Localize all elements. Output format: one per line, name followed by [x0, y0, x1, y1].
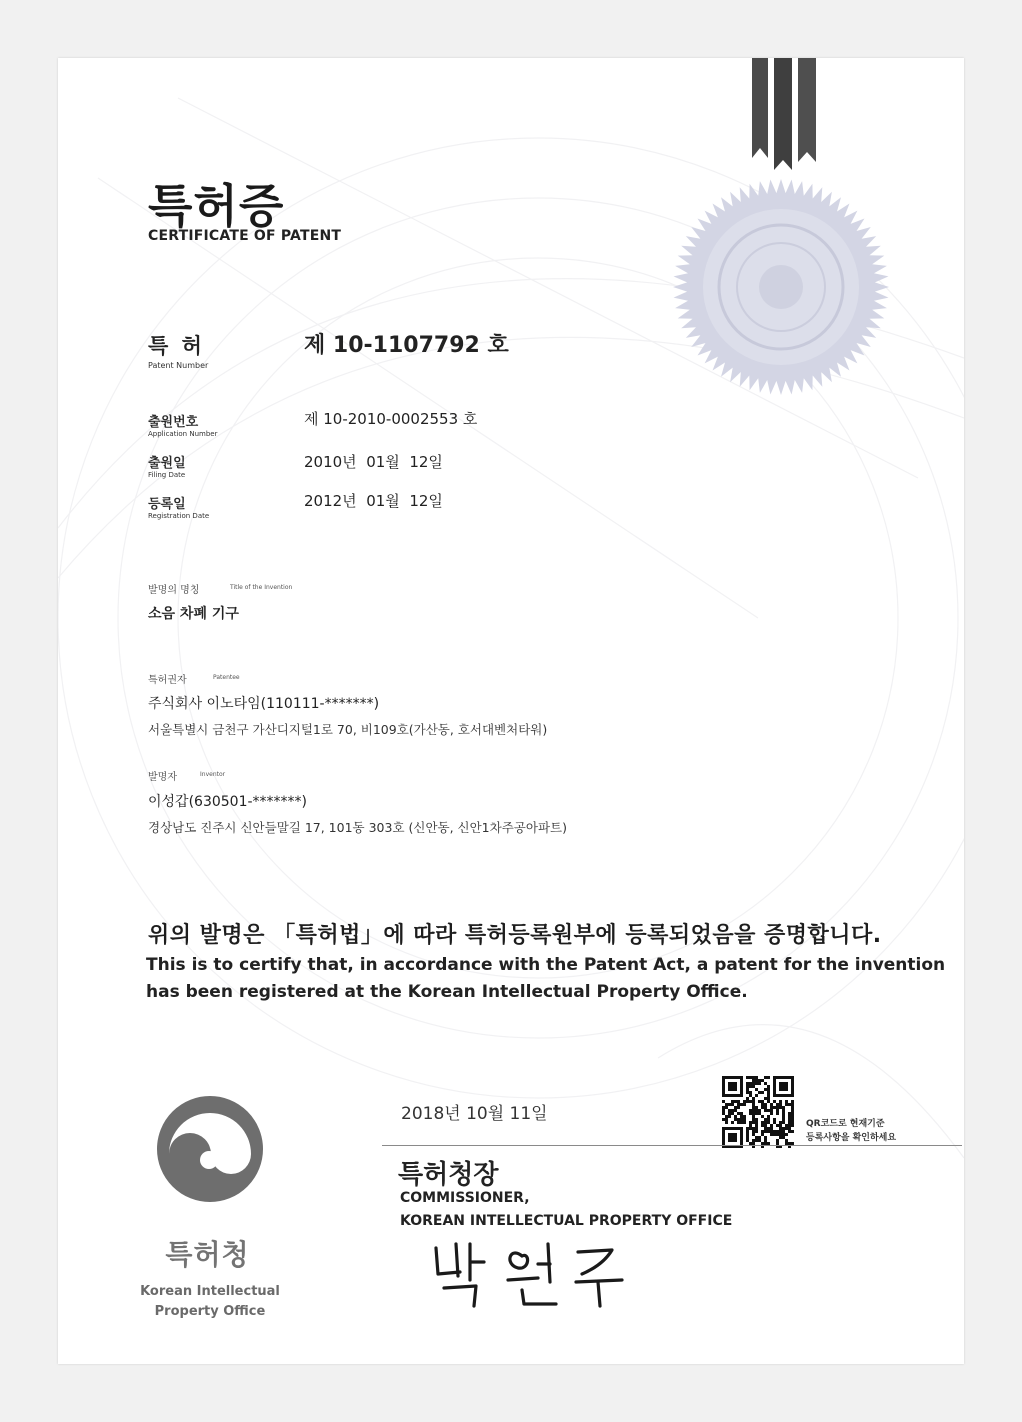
commissioner-title-en-line1: COMMISSIONER,: [400, 1190, 530, 1206]
certificate-page: [58, 58, 964, 1364]
commissioner-signature: [426, 1234, 666, 1314]
inventor-label-en: Inventor: [200, 771, 226, 778]
application-number-value: 제 10-2010-0002553 호: [304, 410, 478, 428]
qr-code[interactable]: [722, 1076, 794, 1148]
patentee-name: 주식회사 이노타임(110111-*******): [148, 696, 380, 712]
patentee-label: 특허권자: [148, 675, 187, 686]
qr-note-line1: QR코드로 현재기준: [806, 1119, 885, 1129]
certificate-title: 특허증: [148, 179, 285, 233]
certificate-subtitle: CERTIFICATE OF PATENT: [148, 228, 342, 244]
official-seal: [670, 176, 892, 398]
office-name-en-line2: Property Office: [154, 1304, 266, 1319]
registration-date-label: 등록일: [148, 497, 186, 512]
inventor-address: 경상남도 진주시 신안들말길 17, 101동 303호 (신안동, 신안1차주공아파트): [148, 820, 567, 835]
patent-number-label-en: Patent Number: [148, 361, 209, 370]
registration-date-value: 2012년 01월 12일: [304, 492, 443, 510]
patentee-address: 서울특별시 금천구 가산디지털1로 70, 비109호(가산동, 호서대벤처타워): [148, 722, 548, 737]
kipo-logo: [155, 1094, 265, 1204]
inventor-label: 발명자: [148, 772, 177, 783]
filing-date-value: 2010년 01월 12일: [304, 453, 443, 471]
certification-statement-en-line1: This is to certify that, in accordance with the Patent Act, a patent for the invention: [146, 955, 946, 975]
patent-number-label: 특 허: [148, 334, 205, 358]
patent-number-value: 제 10-1107792 호: [304, 333, 509, 358]
commissioner-title: 특허청장: [398, 1160, 499, 1190]
application-number-label: 출원번호: [148, 415, 199, 430]
filing-date-label: 출원일: [148, 456, 186, 471]
application-number-label-en: Application Number: [148, 430, 218, 438]
certification-statement-en-line2: has been registered at the Korean Intellectual Property Office.: [146, 982, 748, 1002]
invention-title-label: 발명의 명칭: [148, 585, 200, 596]
inventor-name: 이성갑(630501-*******): [148, 794, 307, 810]
office-name-en-line1: Korean Intellectual: [140, 1284, 280, 1299]
commissioner-title-en-line2: KOREAN INTELLECTUAL PROPERTY OFFICE: [400, 1213, 733, 1229]
patentee-label-en: Patentee: [213, 674, 240, 681]
invention-title: 소음 차폐 기구: [148, 606, 239, 622]
qr-note-line2: 등록사항을 확인하세요: [806, 1133, 897, 1143]
invention-title-label-en: Title of the Invention: [230, 584, 293, 591]
filing-date-label-en: Filing Date: [148, 471, 186, 479]
issue-date: 2018년 10월 11일: [401, 1104, 548, 1124]
registration-date-label-en: Registration Date: [148, 512, 210, 520]
office-name: 특허청: [165, 1238, 250, 1271]
signature-divider: [382, 1145, 962, 1146]
certification-statement-ko: 위의 발명은 「특허법」에 따라 특허등록원부에 등록되었음을 증명합니다.: [148, 923, 882, 948]
